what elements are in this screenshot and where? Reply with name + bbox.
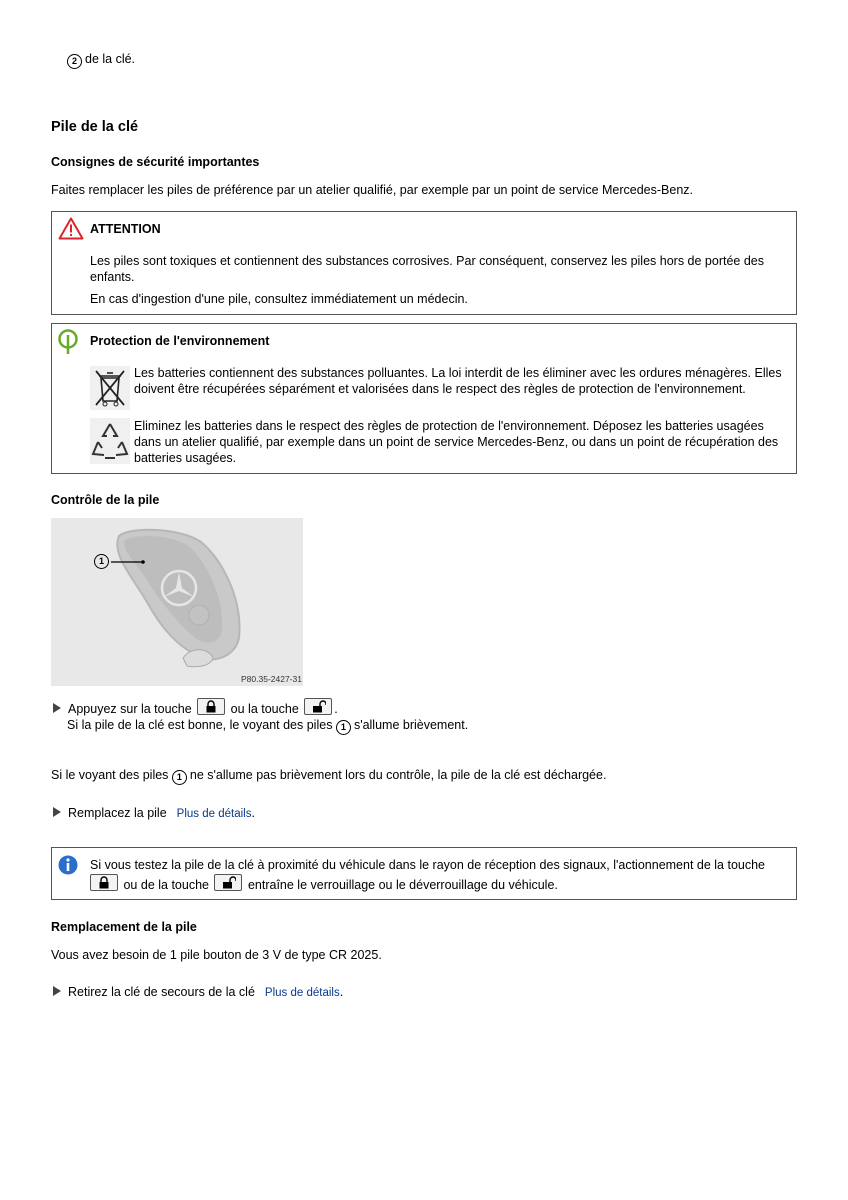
info-text-1: Si vous testez la pile de la clé à proximité du véhicule dans le rayon de réception des signaux, l'actionnement de la touche [90,858,766,872]
top-line [67,52,135,69]
key-image [51,518,303,686]
environment-title: Protection de l'environnement [90,334,270,348]
top-line-text: de la clé. [85,52,136,66]
step-remove-key: Retirez la clé de secours de la clé Plus de détails. [53,985,343,999]
check-heading: Contrôle de la pile [51,493,160,507]
environment-box [51,323,797,474]
image-callout-1: 1 [94,554,109,569]
details-link-2[interactable]: Plus de détails [264,987,340,999]
lock-icon[interactable] [90,874,118,891]
replace-need: Vous avez besoin de 1 pile bouton de 3 V de type CR 2025. [51,948,382,962]
discharged-note: Si le voyant des piles 1 ne s'allume pas brièvement lors du contrôle, la pile de la clé est déchargée. [51,768,606,785]
attention-box [51,211,797,315]
info-text-2: ou de la touche entraîne le verrouillage ou le déverrouillage du véhicule. [88,874,558,892]
replace-heading: Remplacement de la pile [51,920,197,934]
safety-intro: Faites remplacer les piles de préférence par un atelier qualifié, par exemple par un point de service Mercedes-Benz. [51,183,693,197]
step-arrow-icon [53,703,61,713]
lock-icon[interactable] [197,698,225,715]
unlock-icon[interactable] [304,698,332,715]
attention-title: ATTENTION [90,222,161,236]
attention-text-1: Les piles sont toxiques et contiennent des substances corrosives. Par conséquent, conservez les piles hors de portée des enfants. [90,254,764,284]
step-arrow-icon [53,807,61,817]
step-arrow-icon [53,986,61,996]
step-press-key: Appuyez sur la touche ou la touche . [53,698,338,716]
step-result: Si la pile de la clé est bonne, le voyant des piles 1 s'allume brièvement. [67,718,468,735]
battery-indicator-callout-2: 1 [172,770,187,785]
battery-indicator-callout: 1 [336,720,351,735]
section-title: Pile de la clé [51,119,139,135]
info-icon [58,855,78,875]
image-code: P80.35-2427-31 [241,674,302,684]
warning-triangle-icon [58,217,84,240]
callout-number: 2 [67,54,82,69]
leaf-icon [57,329,79,355]
details-link-1[interactable]: Plus de détails [176,808,252,820]
step-replace: Remplacez la pile Plus de détails. [53,806,255,820]
crossed-bin-icon [90,366,130,410]
safety-heading: Consignes de sécurité importantes [51,155,260,169]
environment-text-1: Les batteries contiennent des substances polluantes. La loi interdit de les éliminer avec les ordures ménagères. Elles doivent être récupérées séparément et valorisées dans le respect des règles de protection de l'environnement. [134,366,782,396]
car-key-illustration [51,518,303,686]
unlock-icon[interactable] [214,874,242,891]
attention-text-2: En cas d'ingestion d'une pile, consultez immédiatement un médecin. [90,292,468,306]
environment-text-2: Eliminez les batteries dans le respect des règles de protection de l'environnement. Déposez les batteries usagées dans un atelier qualifié, par exemple dans un point de service Mercedes-Benz, ou dans un point de récupération des batteries usagées. [134,419,779,465]
recycle-icon [90,418,130,464]
info-box [51,847,797,900]
